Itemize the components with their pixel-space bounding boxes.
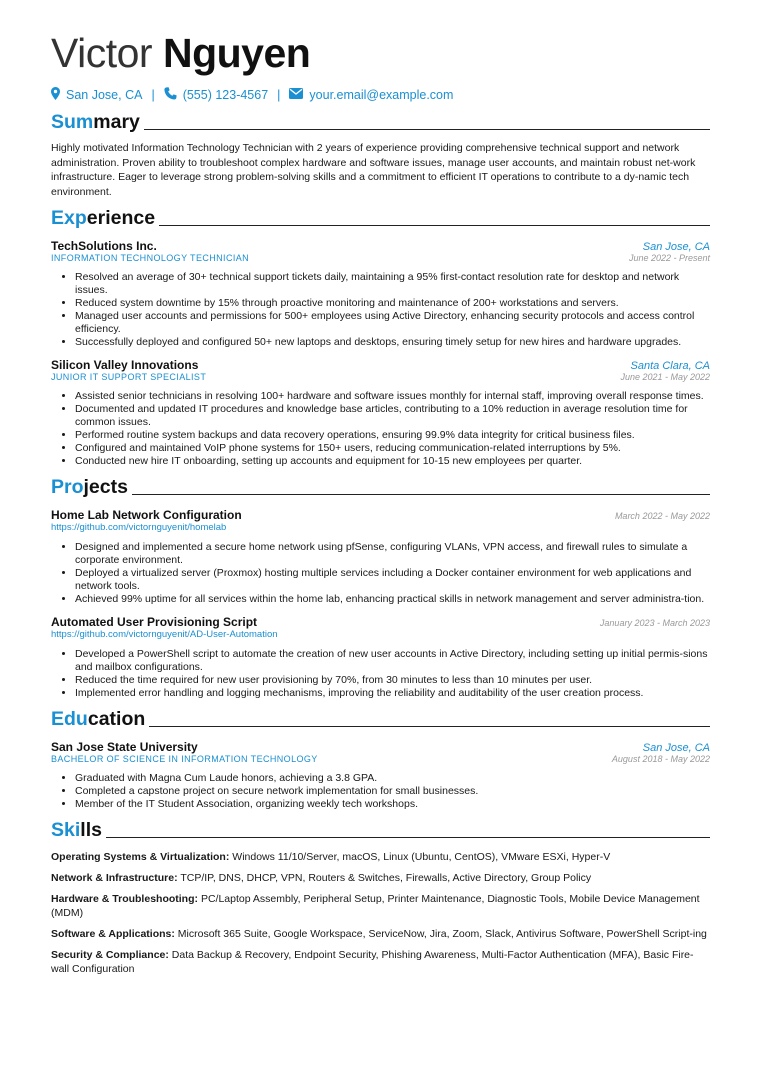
skill-row: [51, 871, 710, 885]
skill-category: Security & Compliance:: [51, 949, 169, 961]
project-name: Home Lab Network Configuration: [51, 508, 242, 522]
list-item: • Developed a PowerShell script to automate the creation of new user accounts in Active Directory, including setting up initial permis-sions and mailbox configurations.: [75, 648, 710, 674]
contact-line: [51, 87, 710, 103]
skill-values: Windows 11/10/Server, macOS, Linux (Ubuntu, CentOS), VMware ESXi, Hyper-V: [232, 851, 611, 863]
bullet-list: [51, 271, 710, 349]
job-location: Santa Clara, CA: [630, 360, 710, 372]
school-location: San Jose, CA: [642, 742, 710, 754]
skill-values: Data Backup & Recovery, Endpoint Security, Phishing Awareness, Multi-Factor Authentication (MFA), Basic Fire-wall Configuration: [51, 949, 694, 975]
list-item: • Successfully deployed and configured 50+ new laptops and desktops, ensuring timely setup for new hires and hardware upgrades.: [75, 336, 710, 349]
company-name: TechSolutions Inc.: [51, 239, 157, 253]
list-item: • Reduced the time required for new user provisioning by 70%, from 30 minutes to less than 10 minutes per user.: [75, 674, 710, 687]
bullet-list: [51, 772, 710, 811]
skill-row: [51, 927, 710, 941]
skills-heading: [51, 819, 710, 841]
contact-location: [51, 87, 142, 103]
section-title: Projects: [51, 476, 128, 498]
list-item: • Achieved 99% uptime for all services within the home lab, enhancing practical skills in network management and server administra-tion.: [75, 593, 710, 606]
section-rule: [149, 726, 710, 727]
phone-text: (555) 123-4567: [182, 88, 269, 102]
section-rule: [159, 225, 710, 226]
section-rule: [132, 494, 710, 495]
project-entry: [51, 508, 710, 606]
skill-category: Network & Infrastructure:: [51, 872, 178, 884]
bullet-list: [51, 648, 710, 700]
skill-category: Hardware & Troubleshooting:: [51, 893, 199, 905]
list-item: • Reduced system downtime by 15% through proactive monitoring and maintenance of 200+ workstations and servers.: [75, 297, 710, 310]
job-dates: June 2022 - Present: [628, 253, 710, 263]
phone-icon: [164, 87, 177, 103]
education-heading: [51, 708, 710, 730]
job-title: INFORMATION TECHNOLOGY TECHNICIAN: [51, 253, 250, 263]
list-item: • Graduated with Magna Cum Laude honors, achieving a 3.8 GPA.: [75, 772, 710, 785]
first-name: Victor: [51, 30, 153, 76]
project-entry: [51, 615, 710, 700]
contact-email[interactable]: [289, 88, 453, 102]
job-location: San Jose, CA: [642, 241, 710, 253]
list-item: • Managed user accounts and permissions for 500+ employees using Active Directory, enhancing security protocols and access control efficiency.: [75, 310, 710, 336]
job-title: JUNIOR IT SUPPORT SPECIALIST: [51, 372, 207, 382]
contact-phone[interactable]: [164, 87, 268, 103]
experience-entry: [51, 239, 710, 349]
skill-values: PC/Laptop Assembly, Peripheral Setup, Printer Maintenance, Diagnostic Tools, Mobile Device Management (MDM): [51, 893, 700, 919]
project-link[interactable]: https://github.com/victornguyenit/AD-User-Automation: [51, 629, 278, 640]
education-dates: August 2018 - May 2022: [611, 754, 710, 764]
experience-heading: [51, 207, 710, 229]
skill-row: [51, 850, 710, 864]
map-pin-icon: [51, 87, 60, 103]
list-item: • Designed and implemented a secure home network using pfSense, configuring VLANs, VPN access, and firewall rules to simulate a corporate environment.: [75, 541, 710, 567]
list-item: • Implemented error handling and logging mechanisms, improving the reliability and auditability of the user creation process.: [75, 687, 710, 700]
experience-entry: [51, 358, 710, 468]
list-item: • Conducted new hire IT onboarding, setting up accounts and equipment for 10-15 new employees per quarter.: [75, 455, 710, 468]
degree: BACHELOR OF SCIENCE IN INFORMATION TECHNOLOGY: [51, 754, 318, 764]
skill-values: Microsoft 365 Suite, Google Workspace, ServiceNow, Jira, Zoom, Slack, Antivirus Software, PowerShell Script-ing: [177, 928, 707, 940]
company-name: Silicon Valley Innovations: [51, 358, 199, 372]
summary-heading: [51, 111, 710, 133]
project-dates: January 2023 - March 2023: [599, 618, 710, 628]
skill-category: Software & Applications:: [51, 928, 175, 940]
list-item: • Member of the IT Student Association, organizing weekly tech workshops.: [75, 798, 710, 811]
last-name: Nguyen: [162, 30, 311, 76]
skill-row: [51, 948, 710, 976]
list-item: • Assisted senior technicians in resolving 100+ hardware and software issues monthly for internal staff, improving overall response times.: [75, 390, 710, 403]
skill-category: Operating Systems & Virtualization:: [51, 851, 230, 863]
bullet-list: [51, 541, 710, 606]
skill-row: [51, 892, 710, 920]
section-title: Summary: [51, 111, 140, 133]
education-entry: [51, 740, 710, 811]
section-rule: [144, 129, 710, 130]
project-link[interactable]: https://github.com/victornguyenit/homelab: [51, 522, 227, 533]
list-item: • Performed routine system backups and data recovery operations, ensuring 99.9% data integrity for critical business files.: [75, 429, 710, 442]
section-title: Education: [51, 708, 146, 730]
projects-heading: [51, 476, 710, 498]
email-icon: [289, 88, 303, 102]
summary-text: Highly motivated Information Technology Technician with 2 years of experience providing comprehensive technical support and network administration. Proven ability to troubleshoot complex hardware and software issues, manage user accounts, and maintain robust net-work infrastructure. Eager to leverage strong problem-solving skills and a commitment to efficient IT operations to contribute to a dy-namic tech environment.: [51, 142, 696, 198]
list-item: • Configured and maintained VoIP phone systems for 150+ users, reducing communication-related interruptions by 5%.: [75, 442, 710, 455]
contact-separator: |: [277, 88, 281, 102]
candidate-name: [51, 30, 710, 76]
project-dates: March 2022 - May 2022: [614, 511, 710, 521]
list-item: • Resolved an average of 30+ technical support tickets daily, maintaining a 95% first-contact resolution rate for desktop and network issues.: [75, 271, 710, 297]
list-item: • Documented and updated IT procedures and knowledge base articles, contributing to a 10% reduction in average resolution time for common issues.: [75, 403, 710, 429]
school-name: San Jose State University: [51, 740, 198, 754]
skill-values: TCP/IP, DNS, DHCP, VPN, Routers & Switches, Firewalls, Active Directory, Group Policy: [180, 872, 592, 884]
list-item: • Completed a capstone project on secure network implementation for small businesses.: [75, 785, 710, 798]
section-title: Experience: [51, 207, 156, 229]
job-dates: June 2021 - May 2022: [620, 372, 710, 382]
section-title: Skills: [51, 819, 102, 841]
location-text: San Jose, CA: [66, 88, 143, 102]
email-text: your.email@example.com: [309, 88, 454, 102]
project-name: Automated User Provisioning Script: [51, 615, 258, 629]
list-item: • Deployed a virtualized server (Proxmox) hosting multiple services including a Docker container environment for web applications and network tools.: [75, 567, 710, 593]
contact-separator: |: [151, 88, 155, 102]
section-rule: [106, 837, 710, 838]
bullet-list: [51, 390, 710, 468]
